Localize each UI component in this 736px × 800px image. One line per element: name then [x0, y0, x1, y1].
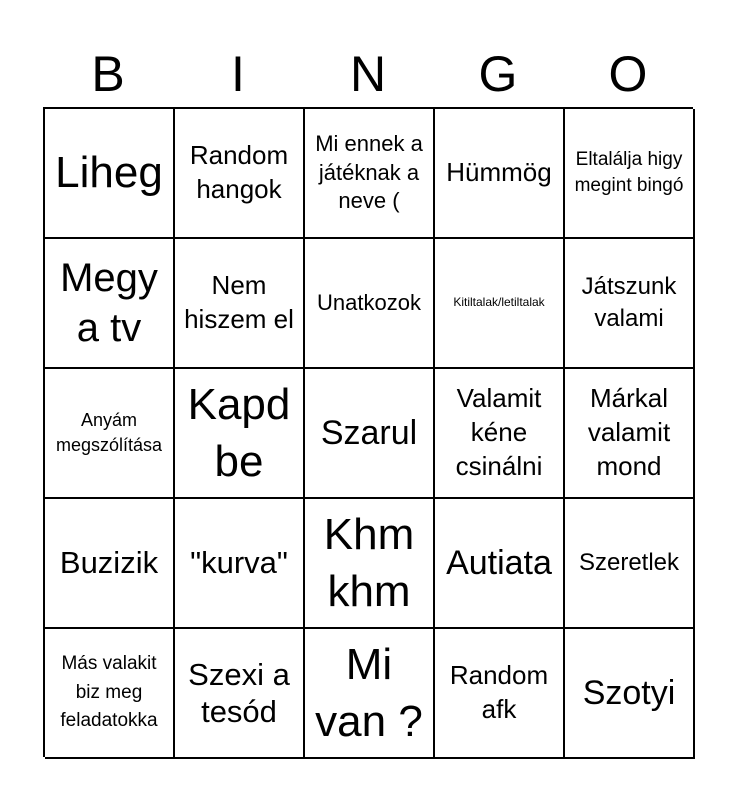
- cell-text: Liheg: [55, 148, 163, 198]
- cell-text: Szeretlek: [578, 548, 680, 576]
- cell-text: Kitiltalak/letiltalak: [453, 295, 545, 310]
- cell-text: Autiata: [446, 543, 552, 582]
- bingo-cell[interactable]: [305, 629, 435, 759]
- cell-text: Kapd be: [187, 379, 291, 486]
- cell-text: Márkal valamit mond: [587, 383, 671, 481]
- cell-text: Szexi a tesód: [188, 656, 290, 729]
- cell-text: Szarul: [320, 413, 418, 452]
- cell-text: "kurva": [190, 545, 288, 581]
- bingo-cell[interactable]: [565, 239, 695, 369]
- cell-text: Valamit kéne csinálni: [455, 383, 543, 481]
- bingo-cell[interactable]: [305, 239, 435, 369]
- cell-text: Anyám megszólítása: [55, 409, 163, 455]
- bingo-cell[interactable]: [305, 369, 435, 499]
- bingo-cell[interactable]: [175, 239, 305, 369]
- bingo-cell[interactable]: [175, 109, 305, 239]
- cell-text: Random afk: [449, 660, 549, 724]
- cell-text: Random hangok: [189, 140, 289, 204]
- bingo-cell[interactable]: [45, 369, 175, 499]
- bingo-card: [43, 107, 693, 757]
- header-letter-b: B: [91, 46, 125, 102]
- header-letter-n: N: [349, 46, 387, 102]
- header-letter-g: G: [478, 46, 518, 102]
- bingo-cell[interactable]: [175, 369, 305, 499]
- bingo-cell[interactable]: [305, 109, 435, 239]
- bingo-cell[interactable]: [45, 109, 175, 239]
- cell-text: Mi van ?: [315, 639, 423, 746]
- bingo-cell[interactable]: [435, 239, 565, 369]
- cell-text: Hümmög: [446, 157, 552, 188]
- bingo-cell[interactable]: [435, 629, 565, 759]
- header-letter-o: O: [608, 46, 648, 102]
- cell-text: Mi ennek a játéknak a neve (: [315, 131, 423, 214]
- cell-text: Unatkozok: [317, 289, 421, 315]
- bingo-cell[interactable]: [565, 109, 695, 239]
- bingo-cell[interactable]: [565, 499, 695, 629]
- cell-text: Nem hiszem el: [184, 270, 294, 334]
- cell-text: Szotyi: [582, 673, 676, 712]
- bingo-header: [43, 40, 693, 108]
- cell-text: Megy a tv: [60, 256, 158, 350]
- bingo-cell[interactable]: [565, 369, 695, 499]
- bingo-cell[interactable]: [435, 109, 565, 239]
- header-letter-i: I: [231, 46, 245, 102]
- bingo-cell[interactable]: [45, 239, 175, 369]
- bingo-cell[interactable]: [175, 499, 305, 629]
- cell-text: Eltalálja higy megint bingó: [574, 149, 684, 196]
- bingo-cell[interactable]: [45, 629, 175, 759]
- bingo-cell[interactable]: [175, 629, 305, 759]
- cell-text: Más valakit biz meg feladatokka: [60, 653, 158, 732]
- bingo-cell[interactable]: [305, 499, 435, 629]
- bingo-cell[interactable]: [565, 629, 695, 759]
- bingo-cell[interactable]: [45, 499, 175, 629]
- bingo-cell[interactable]: [435, 369, 565, 499]
- cell-text: Játszunk valami: [581, 272, 677, 332]
- cell-text: Khm khm: [323, 509, 415, 616]
- cell-text: Buzizik: [59, 545, 159, 581]
- bingo-cell[interactable]: [435, 499, 565, 629]
